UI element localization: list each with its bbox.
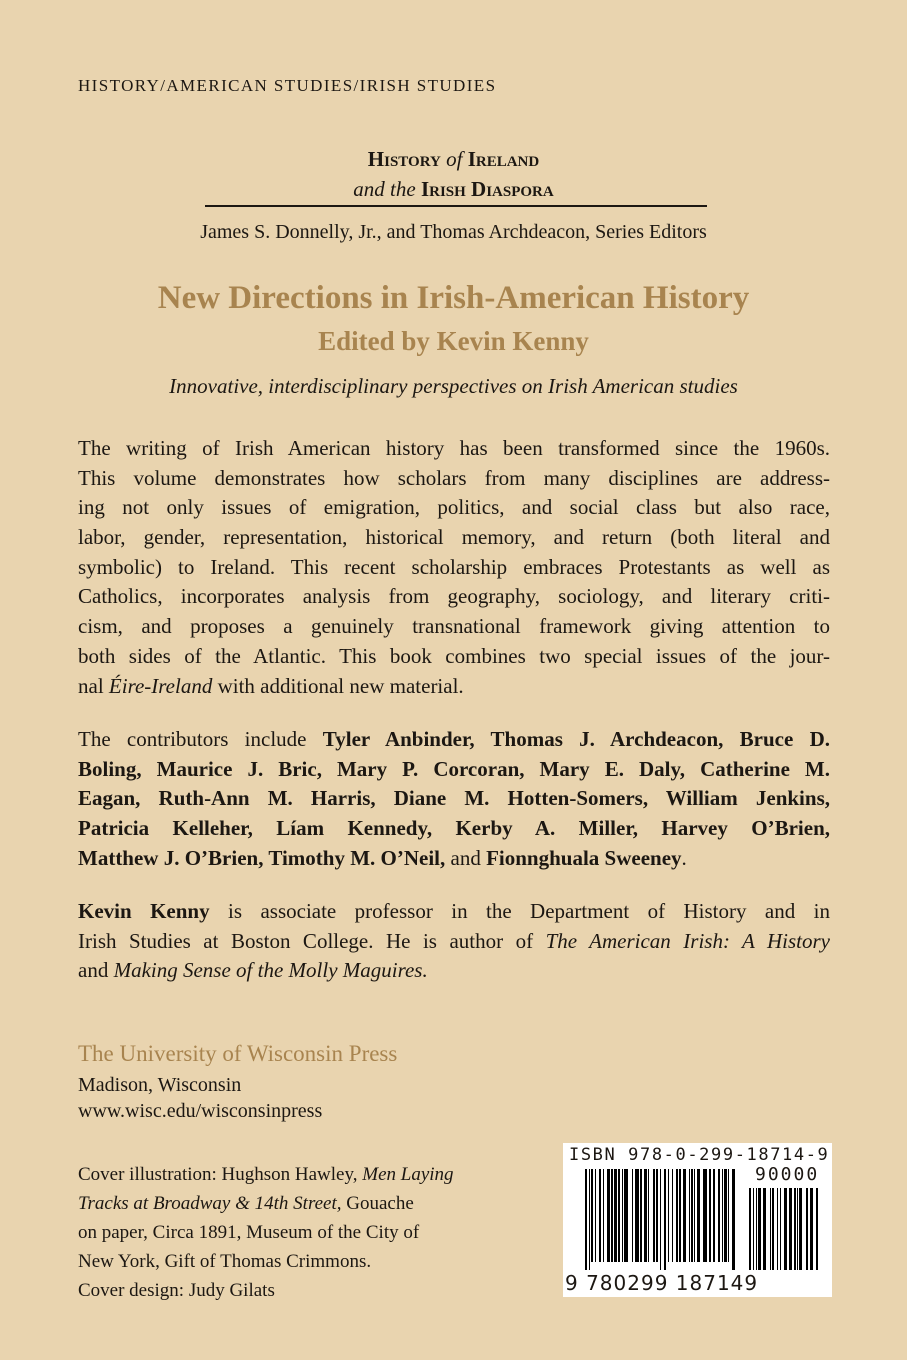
barcode-bar — [722, 1169, 723, 1262]
barcode-bar — [749, 1188, 751, 1270]
isbn-barcode — [563, 1143, 832, 1297]
text-segment: and — [78, 958, 114, 983]
barcode-bar — [624, 1169, 628, 1262]
barcode-bar — [756, 1188, 757, 1270]
text-segment: symbolic) to Ireland. This recent scholarship embraces Protestants as well as — [78, 554, 830, 579]
barcode-bar — [732, 1169, 735, 1270]
text-segment: ing not only issues of emigration, politics, and social class but also race, — [78, 495, 830, 520]
text-line — [78, 553, 830, 583]
text-segment: nal — [78, 673, 109, 698]
barcode-bar — [806, 1188, 808, 1270]
barcode-bar — [653, 1169, 655, 1262]
text-segment: Ireland — [467, 147, 540, 171]
barcode-bars — [585, 1169, 737, 1270]
barcode-addon-bars — [749, 1188, 823, 1270]
text-segment: . — [681, 845, 687, 870]
barcode-bar — [640, 1169, 642, 1262]
barcode-bar — [794, 1188, 796, 1270]
barcode-bar — [591, 1169, 593, 1262]
text-line — [78, 814, 830, 844]
text-line — [78, 927, 830, 957]
text-segment: Cover illustration: Hughson Hawley, — [78, 1164, 363, 1185]
text-line — [78, 897, 830, 927]
barcode-bar — [614, 1169, 617, 1262]
barcode-bar — [694, 1169, 695, 1262]
barcode-bar — [660, 1169, 661, 1270]
text-segment: on paper, Circa 1891, Museum of the City of — [78, 1222, 420, 1243]
text-segment: Eagan, Ruth-Ann M. Harris, Diane M. Hotten-Somers, William Jenkins, — [78, 786, 830, 811]
publisher-url: www.wisc.edu/wisconsinpress — [78, 1100, 323, 1122]
text-segment: Kevin Kenny — [78, 899, 210, 923]
series-title — [0, 144, 907, 204]
text-line — [78, 612, 830, 642]
publisher-city: Madison, Wisconsin — [78, 1074, 242, 1096]
barcode-bar — [709, 1169, 711, 1262]
barcode-bar — [758, 1188, 761, 1270]
barcode-bar — [797, 1188, 798, 1270]
publisher-name: The University of Wisconsin Press — [78, 1041, 398, 1066]
text-line — [78, 784, 830, 814]
text-line — [78, 844, 830, 874]
price-code: 90000 — [755, 1164, 820, 1185]
text-segment: Tyler Anbinder, Thomas J. Archdeacon, Bruce D. — [322, 727, 830, 751]
text-line — [78, 725, 830, 755]
text-segment: Tracks at Broadway & 14th Street, — [78, 1193, 342, 1214]
barcode-bar — [789, 1188, 792, 1270]
text-segment: cism, and proposes a genuinely transnational framework giving attention to — [78, 614, 830, 639]
barcode-bar — [763, 1188, 766, 1270]
text-line — [78, 582, 830, 612]
series-title-line-1 — [0, 144, 907, 174]
credit-line — [78, 1189, 454, 1218]
category-label: HISTORY/AMERICAN STUDIES/IRISH STUDIES — [78, 76, 497, 95]
barcode-bar — [672, 1169, 673, 1262]
text-segment: Fionnghuala Sweeney — [486, 845, 682, 870]
series-divider — [205, 205, 707, 207]
book-title: New Directions in Irish-American History — [157, 280, 750, 316]
barcode-bar — [777, 1188, 778, 1270]
text-segment: New York, Gift of Thomas Crimmons. — [78, 1251, 372, 1272]
text-segment: Cover design: Judy Gilats — [78, 1280, 275, 1301]
isbn-text: ISBN 978-0-299-18714-9 — [569, 1145, 830, 1165]
barcode-bar — [589, 1169, 590, 1270]
barcode-bar — [632, 1169, 633, 1262]
credit-line — [78, 1276, 454, 1305]
barcode-bar — [697, 1169, 700, 1262]
text-segment: with additional new material. — [212, 673, 464, 698]
barcode-bar — [718, 1169, 720, 1262]
barcode-bar — [664, 1169, 666, 1270]
author-bio-paragraph — [78, 897, 830, 986]
barcode-bar — [703, 1169, 707, 1262]
barcode-bar — [799, 1188, 802, 1270]
credit-line — [78, 1247, 454, 1276]
text-line — [78, 672, 830, 702]
text-segment: The writing of Irish American history has been transformed since the 1960s. — [78, 436, 830, 460]
text-segment: The American Irish: A History — [545, 928, 830, 953]
barcode-bar — [595, 1169, 596, 1262]
barcode-digits: 9 780299 187149 — [565, 1271, 759, 1295]
text-line — [78, 434, 830, 464]
text-line — [78, 523, 830, 553]
barcode-bar — [816, 1188, 818, 1270]
barcode-bar — [622, 1169, 623, 1262]
text-segment: Matthew J. O’Brien, Timothy M. O’Neil, — [78, 845, 446, 870]
text-segment: labor, gender, representation, historical memory, and return (both literal and — [78, 525, 830, 550]
text-segment: This volume demonstrates how scholars from many disciplines are address- — [78, 465, 830, 490]
cover-credits — [78, 1160, 454, 1305]
text-segment: of — [440, 147, 468, 171]
text-segment: Irish Diaspora — [420, 177, 554, 201]
barcode-bar — [691, 1169, 693, 1262]
text-line — [78, 493, 830, 523]
description-paragraph — [78, 434, 830, 701]
series-editors: James S. Donnelly, Jr., and Thomas Archdeacon, Series Editors — [200, 221, 707, 243]
barcode-bar — [635, 1169, 639, 1262]
text-segment: Gouache — [341, 1193, 414, 1214]
text-line — [78, 956, 830, 986]
barcode-bar — [683, 1169, 686, 1262]
barcode-bar — [603, 1169, 604, 1262]
barcode-bar — [810, 1188, 813, 1270]
barcode-bar — [780, 1188, 781, 1270]
book-tagline: Innovative, interdisciplinary perspectives on Irish American studies — [169, 374, 738, 398]
credit-line — [78, 1160, 454, 1189]
barcode-bar — [728, 1169, 729, 1262]
barcode-bar — [679, 1169, 681, 1262]
barcode-bar — [772, 1188, 774, 1270]
barcode-bar — [676, 1169, 678, 1262]
text-segment: and — [445, 845, 487, 870]
text-segment: Men Laying — [362, 1164, 454, 1185]
text-line — [78, 642, 830, 672]
text-segment: is associate professor in the Department of History and in — [209, 899, 830, 923]
text-segment: Patricia Kelleher, Líam Kennedy, Kerby A. Miller, Harvey O’Brien, — [78, 816, 830, 841]
barcode-bar — [644, 1169, 647, 1262]
credit-line — [78, 1218, 454, 1247]
barcode-bar — [599, 1169, 601, 1262]
barcode-bar — [724, 1169, 727, 1262]
barcode-bar — [648, 1169, 649, 1262]
text-segment: Irish Studies at Boston College. He is author of — [78, 928, 546, 953]
text-segment: and the — [353, 177, 421, 201]
barcode-bar — [784, 1188, 787, 1270]
barcode-bar — [668, 1169, 669, 1262]
barcode-bar — [689, 1169, 690, 1262]
series-title-line-2 — [0, 174, 907, 204]
text-segment: both sides of the Atlantic. This book combines two special issues of the jour- — [78, 643, 830, 668]
barcode-bar — [585, 1169, 587, 1270]
text-segment: Boling, Maurice J. Bric, Mary P. Corcoran, Mary E. Daly, Catherine M. — [78, 756, 830, 781]
barcode-bar — [753, 1188, 754, 1270]
text-segment: The contributors include — [78, 727, 323, 751]
text-line — [78, 464, 830, 494]
text-segment: Catholics, incorporates analysis from geography, sociology, and literary criti- — [78, 584, 830, 609]
barcode-bar — [713, 1169, 715, 1262]
barcode-bar — [607, 1169, 610, 1262]
barcode-bar — [618, 1169, 620, 1262]
text-line — [78, 755, 830, 785]
text-segment: Making Sense of the Molly Maguires. — [113, 958, 428, 983]
contributors-paragraph — [78, 725, 830, 873]
barcode-bar — [611, 1169, 613, 1262]
barcode-bar — [656, 1169, 658, 1262]
book-editor: Edited by Kevin Kenny — [318, 326, 589, 356]
text-segment: History — [367, 147, 441, 171]
barcode-bar — [770, 1188, 771, 1270]
text-segment: Éire-Ireland — [108, 673, 213, 698]
